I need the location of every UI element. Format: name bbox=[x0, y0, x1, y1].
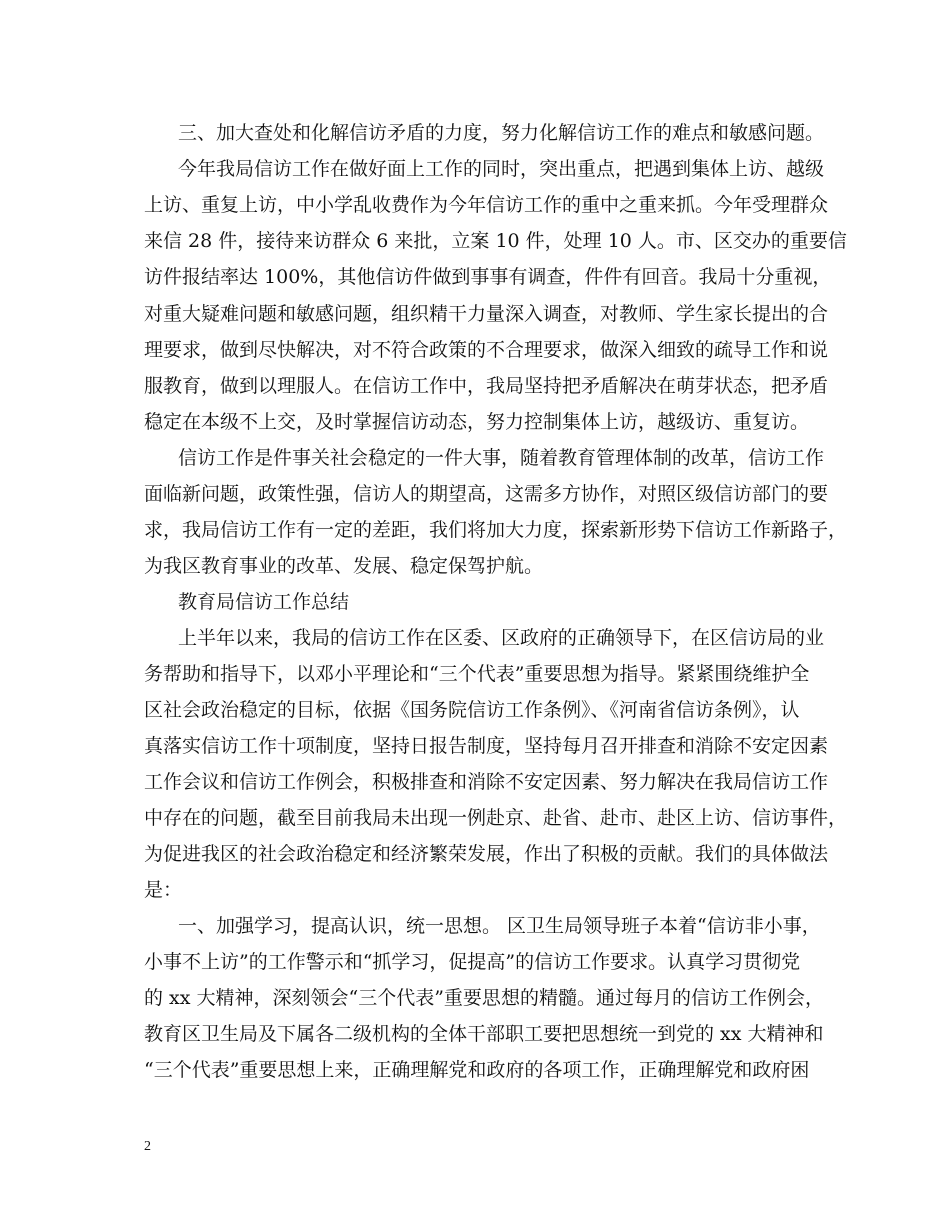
text-line: 中存在的问题，截至目前我局未出现一例赴京、赴省、赴市、赴区上访、信访事件， bbox=[144, 807, 848, 829]
text-line: 信访工作是件事关社会稳定的一件大事，随着教育管理体制的改革，信访工作 bbox=[178, 447, 825, 469]
text-line: 小事不上访”的工作警示和“抓学习，促提高”的信访工作要求。认真学习贯彻党 bbox=[144, 951, 801, 973]
text-line: 教育区卫生局及下属各二级机构的全体干部职工要把思想统一到党的 xx 大精神和 bbox=[144, 1023, 824, 1045]
text-line: 上访、重复上访，中小学乱收费作为今年信访工作的重中之重来抓。今年受理群众 bbox=[144, 194, 829, 216]
text-line: 真落实信访工作十项制度，坚持日报告制度，坚持每月召开排查和消除不安定因素 bbox=[144, 735, 829, 757]
text-line: “三个代表”重要思想上来，正确理解党和政府的各项工作，正确理解党和政府困 bbox=[144, 1059, 810, 1081]
text-line: 一、加强学习，提高认识，统一思想。 区卫生局领导班子本着“信访非小事， bbox=[178, 915, 821, 937]
text-line: 面临新问题，政策性强，信访人的期望高，这需多方协作，对照区级信访部门的要 bbox=[144, 483, 829, 505]
text-line: 区社会政治稳定的目标，依据《国务院信访工作条例》、《河南省信访条例》，认 bbox=[144, 699, 800, 721]
text-line: 是： bbox=[144, 879, 183, 901]
section-title: 教育局信访工作总结 bbox=[178, 591, 350, 613]
text-line: 求，我局信访工作有一定的差距，我们将加大力度，探索新形势下信访工作新路子， bbox=[144, 519, 848, 541]
text-line: 来信 28 件，接待来访群众 6 来批，立案 10 件，处理 10 人。市、区交办的重要信 bbox=[144, 230, 847, 252]
text-line: 的 xx 大精神，深刻领会“三个代表”重要思想的精髓。通过每月的信访工作例会， bbox=[144, 987, 824, 1009]
text-line: 对重大疑难问题和敏感问题，组织精干力量深入调查，对教师、学生家长提出的合 bbox=[144, 303, 829, 325]
text-line: 访件报结率达 100%，其他信访件做到事事有调查，件件有回音。我局十分重视， bbox=[144, 266, 832, 288]
page-number: 2 bbox=[144, 1139, 151, 1154]
text-line: 为促进我区的社会政治稳定和经济繁荣发展，作出了积极的贡献。我们的具体做法 bbox=[144, 843, 829, 865]
text-line: 为我区教育事业的改革、发展、稳定保驾护航。 bbox=[144, 555, 544, 577]
text-line: 理要求，做到尽快解决，对不符合政策的不合理要求，做深入细致的疏导工作和说 bbox=[144, 339, 829, 361]
text-line: 今年我局信访工作在做好面上工作的同时，突出重点，把遇到集体上访、越级 bbox=[178, 158, 825, 180]
text-line: 服教育，做到以理服人。在信访工作中，我局坚持把矛盾解决在萌芽状态，把矛盾 bbox=[144, 375, 829, 397]
text-line: 上半年以来，我局的信访工作在区委、区政府的正确领导下，在区信访局的业 bbox=[178, 627, 825, 649]
text-line: 务帮助和指导下，以邓小平理论和“三个代表”重要思想为指导。紧紧围绕维护全 bbox=[144, 663, 810, 685]
text-line: 工作会议和信访工作例会，积极排查和消除不安定因素、努力解决在我局信访工作 bbox=[144, 771, 829, 793]
text-line: 三、加大查处和化解信访矛盾的力度，努力化解信访工作的难点和敏感问题。 bbox=[178, 122, 825, 144]
text-line: 稳定在本级不上交，及时掌握信访动态，努力控制集体上访，越级访、重复访。 bbox=[144, 411, 810, 433]
